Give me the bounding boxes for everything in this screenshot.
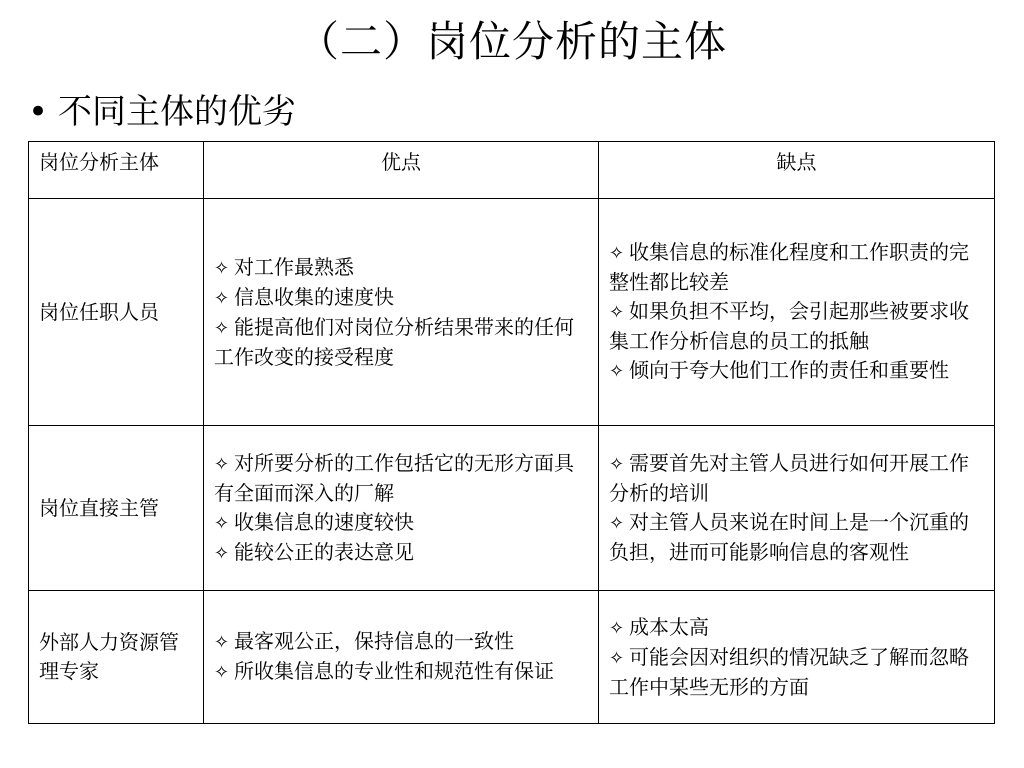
cons-item [609,613,984,643]
pros-item [214,657,588,687]
pros-text: 对工作最熟悉 [234,254,354,279]
cons-text: 需要首先对主管人员进行如何开展工作分析的培训 [609,451,969,505]
pros-item [214,253,588,283]
pros-text: 对所要分析的工作包括它的无形方面具有全面而深入的厂解 [214,450,574,505]
cons-text: 对主管人员来说在时间上是一个沉重的负担，进而可能影响信息的客观性 [609,510,969,564]
cons-item [609,238,984,297]
diamond-marker-icon: ✧ [214,542,230,564]
diamond-marker-icon: ✧ [609,243,625,264]
comparison-table [28,141,995,724]
header-subject: 岗位分析主体 [29,142,204,199]
pros-item [214,538,588,568]
diamond-marker-icon: ✧ [214,453,230,475]
pros-item [214,627,588,657]
diamond-marker-icon: ✧ [214,512,230,534]
subject-cell: 岗位任职人员 [29,199,204,426]
pros-cell [204,199,599,426]
cons-item [609,643,984,702]
pros-text: 最客观公正，保持信息的一致性 [234,629,514,653]
cons-item [609,356,984,386]
subject-cell: 外部人力资源管理专家 [29,591,204,724]
diamond-marker-icon: ✧ [214,317,230,339]
diamond-marker-icon: ✧ [609,513,625,534]
diamond-marker-icon: ✧ [609,361,625,382]
table-row [29,591,995,724]
diamond-marker-icon: ✧ [214,662,230,683]
pros-item [214,449,588,508]
diamond-marker-icon: ✧ [609,647,625,669]
table-header-row [29,142,995,199]
cons-text: 可能会因对组织的情况缺乏了解而忽略工作中某些无形的方面 [609,644,969,699]
pros-text: 能提高他们对岗位分析结果带来的任何工作改变的接受程度 [214,314,574,369]
header-cons: 缺点 [599,142,995,199]
bullet-dot-icon: • [28,92,49,132]
diamond-marker-icon: ✧ [609,302,625,323]
pros-text: 能较公正的表达意见 [234,539,414,564]
slide-title: （二）岗位分析的主体 [296,17,727,66]
pros-cell [204,426,599,591]
pros-cell [204,591,599,724]
diamond-marker-icon: ✧ [609,454,625,475]
diamond-marker-icon: ✧ [214,287,230,309]
cons-cell [599,591,995,724]
cons-text: 倾向于夸大他们工作的责任和重要性 [629,358,949,382]
table-row [29,426,995,591]
pros-text: 所收集信息的专业性和规范性有保证 [234,659,554,683]
diamond-marker-icon: ✧ [214,257,230,279]
pros-text: 信息收集的速度快 [234,284,394,309]
cons-item [609,508,984,567]
pros-item [214,508,588,538]
diamond-marker-icon: ✧ [609,617,625,639]
cons-cell [599,199,995,426]
cons-text: 收集信息的标准化程度和工作职责的完整性都比较差 [609,240,969,294]
cons-item [609,297,984,356]
subject-cell: 岗位直接主管 [29,426,204,591]
cons-cell [599,426,995,591]
pros-item [214,313,588,372]
pros-text: 收集信息的速度较快 [234,509,414,534]
diamond-marker-icon: ✧ [214,632,230,653]
bullet-text: 不同主体的优劣 [58,92,296,132]
header-pros: 优点 [204,142,599,199]
bullet-point [28,86,296,138]
cons-text: 成本太高 [629,614,709,639]
cons-item [609,449,984,508]
cons-text: 如果负担不平均，会引起那些被要求收集工作分析信息的员工的抵触 [609,299,969,353]
pros-item [214,283,588,313]
table-row [29,199,995,426]
